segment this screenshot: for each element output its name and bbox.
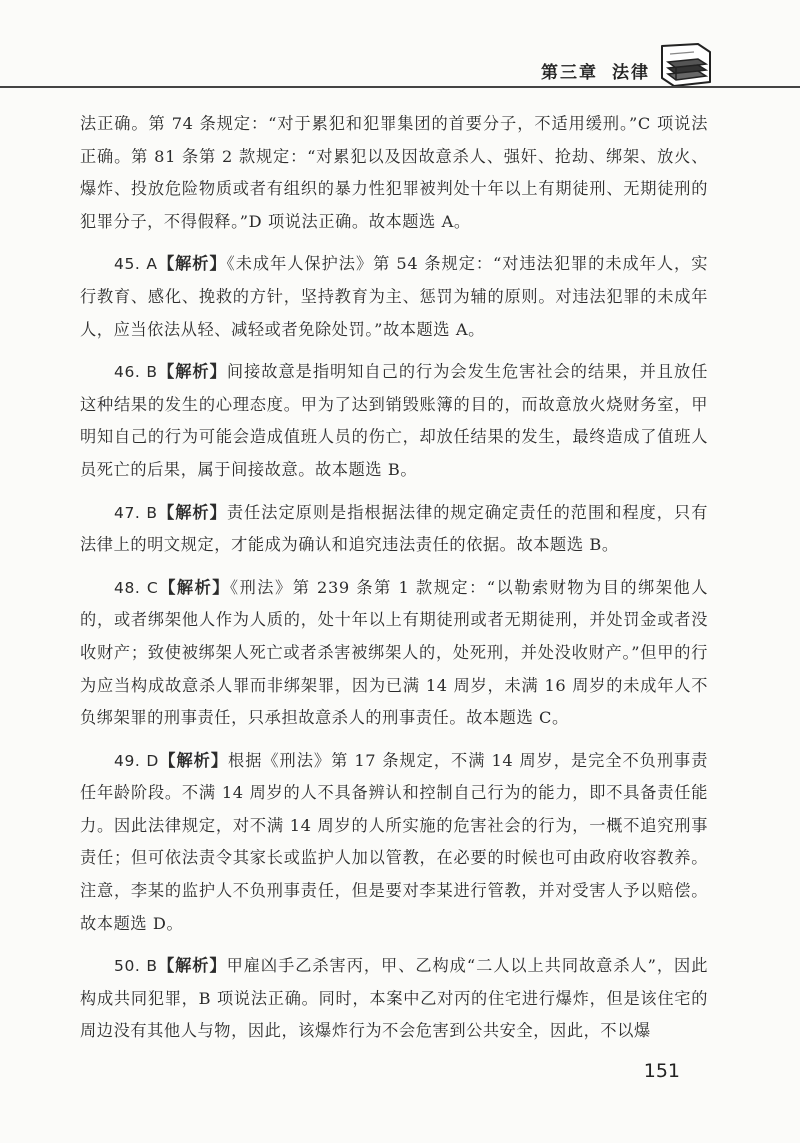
- question-number: 49. D: [114, 751, 159, 770]
- paragraph-text: 《刑法》第 239 条第 1 款规定：“以勒索财物为目的绑架他人的，或者绑架他人作为人质的，处十年以上有期徒刑或者无期徒刑，并处罚金或者没收财产；致使被绑架人死亡或者杀害被绑架人的，处死刑，并处没收财产。”但甲的行为应当构成故意杀人罪而非绑架罪，因为已满 14 周岁，未满 16 周岁的未成年人不负绑架罪的刑事责任，只承担故意杀人的刑事责任。故本题选 C。: [80, 577, 708, 728]
- analysis-tag: 【解析】: [157, 362, 227, 382]
- analysis-tag: 【解析】: [157, 502, 227, 522]
- page-header: [0, 40, 800, 92]
- question-number: 45. A: [114, 255, 158, 274]
- paragraph-text: 根据《刑法》第 17 条规定，不满 14 周岁，是完全不负刑事责任年龄阶段。不满 14 周岁的人不具备辨认和控制自己行为的能力，即不具备责任能力。因此法律规定，对不满 14 周岁的人所实施的危害社会的行为，一概不追究刑事责任；但可依法责令其家长或监护人加以管教，在必要的时候也可由政府收容教养。注意，李某的监护人不负刑事责任，但是要对李某进行管教，并对受害人予以赔偿。故本题选 D。: [80, 750, 709, 933]
- chapter-number: 第三章: [541, 63, 598, 83]
- books-icon: [658, 42, 714, 88]
- question-number: 48. C: [114, 578, 159, 597]
- paragraph-text: 《未成年人保护法》第 54 条规定：“对违法犯罪的未成年人，实行教育、感化、挽救的方针，坚持教育为主、惩罚为辅的原则。对违法犯罪的未成年人，应当依法从轻、减轻或者免除处罚。”故本题选 A。: [80, 254, 708, 339]
- answer-49: [80, 745, 708, 941]
- paragraph-text: 间接故意是指明知自己的行为会发生危害社会的结果，并且放任这种结果的发生的心理态度。甲为了达到销毁账簿的目的，而故意放火烧财务室，甲明知自己的行为可能会造成值班人员的伤亡，却放任结果的发生，最终造成了值班人员死亡的后果，属于间接故意。故本题选 B。: [80, 362, 708, 479]
- answer-50: [80, 950, 708, 1048]
- answer-46: [80, 356, 708, 486]
- answer-47: [80, 497, 708, 562]
- analysis-tag: 【解析】: [157, 254, 227, 274]
- chapter-title: 法律: [612, 63, 650, 83]
- question-number: 50. B: [114, 957, 158, 976]
- paragraph-text: 责任法定原则是指根据法律的规定确定责任的范围和程度，只有法律上的明文规定，才能成为确认和追究违法责任的依据。故本题选 B。: [80, 502, 708, 555]
- answer-45: [80, 248, 708, 346]
- analysis-tag: 【解析】: [158, 750, 229, 770]
- paragraph-text: 法正确。第 74 条规定：“对于累犯和犯罪集团的首要分子，不适用缓刑。”C 项说法正确。第 81 条第 2 款规定：“对累犯以及因故意杀人、强奸、抢劫、绑架、放火、爆炸、投放危险物质或者有组织的暴力性犯罪被判处十年以上有期徒刑、无期徒刑的犯罪分子，不得假释。”D 项说法正确。故本题选 A。: [80, 114, 708, 231]
- analysis-tag: 【解析】: [158, 577, 231, 597]
- chapter-heading: [541, 58, 650, 83]
- analysis-tag: 【解析】: [157, 956, 227, 976]
- page-body: [80, 108, 708, 1058]
- paragraph-continuation: [80, 108, 708, 238]
- header-divider: [0, 86, 800, 88]
- paragraph-text: 甲雇凶手乙杀害丙，甲、乙构成“二人以上共同故意杀人”，因此构成共同犯罪，B 项说法正确。同时，本案中乙对丙的住宅进行爆炸，但是该住宅的周边没有其他人与物，因此，该爆炸行为不会危害到公共安全，因此，不以爆: [80, 956, 709, 1041]
- question-number: 47. B: [114, 503, 158, 522]
- question-number: 46. B: [114, 363, 158, 382]
- page-number: 151: [643, 1060, 680, 1082]
- answer-48: [80, 572, 708, 735]
